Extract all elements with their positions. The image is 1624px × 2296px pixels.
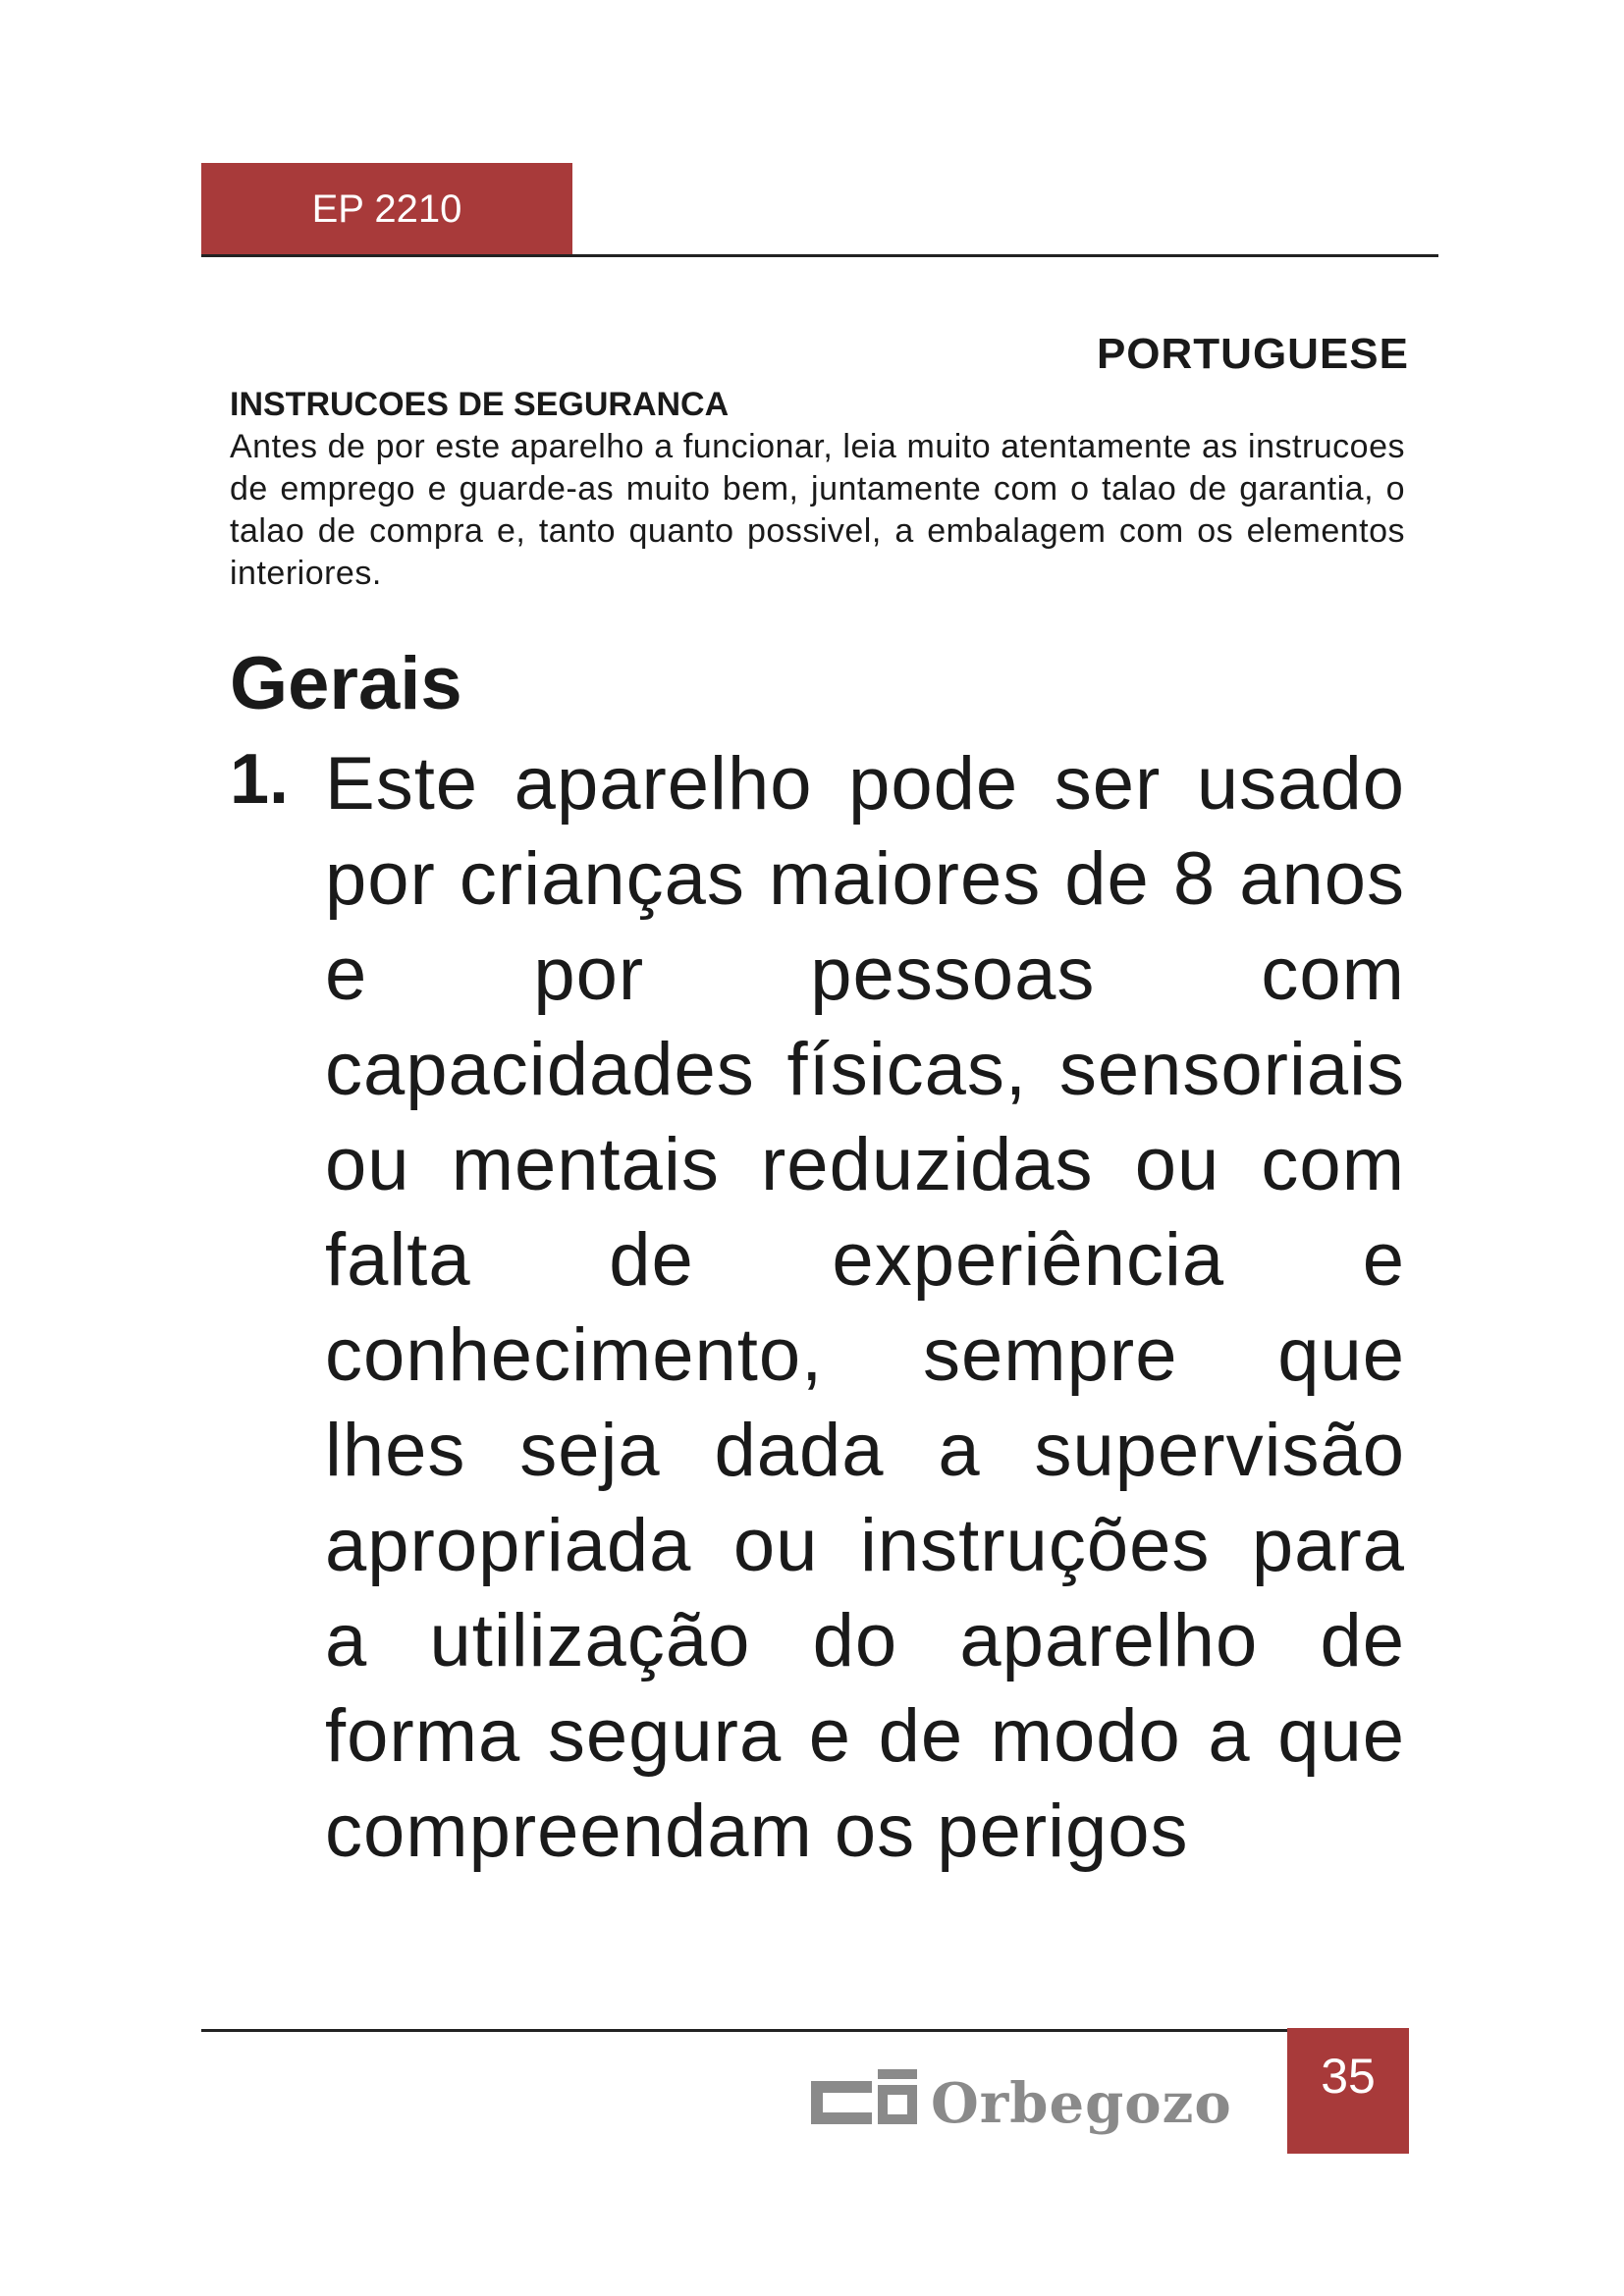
safety-paragraph: Antes de por este aparelho a funcionar, leia muito atentamente as instrucoes de emprego e guarde-as muito bem, juntamente com o talao de garantia, o talao de compra e, tanto quanto possivel, a embalagem com os elementos interiores. xyxy=(230,428,1405,592)
model-label: EP 2210 xyxy=(311,187,462,231)
list-item-number: 1. xyxy=(230,740,290,819)
orbegozo-logo xyxy=(811,2059,1251,2138)
safety-heading: INSTRUCOES DE SEGURANCA xyxy=(230,386,730,423)
list-item-text: Este aparelho pode ser usado por crianças maiores de 8 anos e por pessoas com capacidades físicas, sensoriais ou mentais reduzidas ou com falta de experiência e conhecimento, sempre que lhes seja dada a supervisão apropriada ou instruções para a utilização do aparelho de forma segura e de modo a que compreendam os perigos xyxy=(325,742,1405,1873)
footer-divider xyxy=(201,2029,1287,2032)
page-number-box xyxy=(1287,2028,1409,2154)
page-number: 35 xyxy=(1321,2049,1376,2104)
header-divider xyxy=(201,254,1438,257)
svg-text:Orbegozo: Orbegozo xyxy=(931,2071,1232,2136)
model-tab xyxy=(201,163,572,255)
section-title: Gerais xyxy=(230,642,462,725)
language-label: PORTUGUESE xyxy=(1096,330,1409,378)
